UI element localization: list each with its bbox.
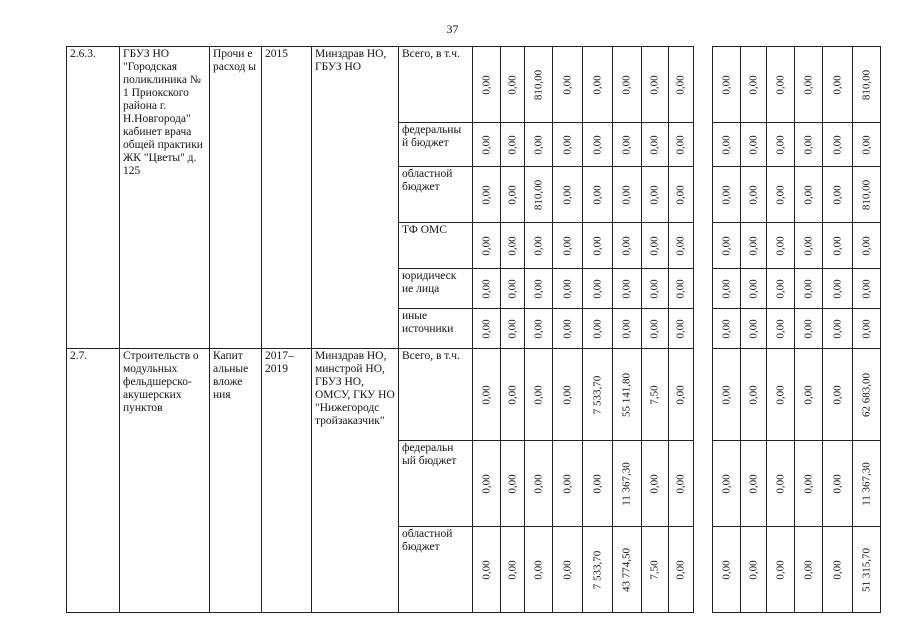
value-cell xyxy=(642,349,669,441)
value-text: 810,00 xyxy=(860,69,872,100)
value-text: 0,00 xyxy=(831,559,843,580)
value-cell xyxy=(795,269,823,309)
value-text: 0,00 xyxy=(747,318,759,339)
value-text: 0,00 xyxy=(674,473,687,494)
value-cell xyxy=(853,123,881,167)
value-cell xyxy=(713,269,741,309)
value-cell xyxy=(501,167,525,223)
value-cell xyxy=(553,441,583,527)
value-text: 0,00 xyxy=(532,278,544,299)
value-text: 62 683,00 xyxy=(860,372,872,417)
value-cell xyxy=(853,269,881,309)
value-text: 0,00 xyxy=(532,235,544,256)
column-gap xyxy=(694,123,713,167)
value-text: 0,00 xyxy=(561,235,573,256)
value-cell xyxy=(853,441,881,527)
value-cell xyxy=(501,123,525,167)
value-cell xyxy=(767,309,795,349)
value-text: 0,00 xyxy=(720,134,732,155)
funding-source: федеральн ый бюджет xyxy=(399,441,473,527)
value-text: 0,00 xyxy=(747,559,759,580)
value-text: 0,00 xyxy=(774,184,786,205)
value-cell xyxy=(525,123,553,167)
value-cell xyxy=(823,123,853,167)
value-text: 0,00 xyxy=(720,384,732,405)
value-text: 0,00 xyxy=(831,74,843,95)
value-text: 0,00 xyxy=(802,235,814,256)
value-text: 0,00 xyxy=(674,134,687,155)
value-cell xyxy=(553,269,583,309)
item-name: Строительств о модульных фельдшерско-акушерских пунктов xyxy=(120,349,210,613)
value-text: 0,00 xyxy=(620,278,633,299)
value-cell xyxy=(613,441,642,527)
value-text: 0,00 xyxy=(506,74,518,95)
value-text: 0,00 xyxy=(591,74,603,95)
value-text: 810,00 xyxy=(860,179,872,210)
value-text: 0,00 xyxy=(674,74,687,95)
value-text: 0,00 xyxy=(674,184,687,205)
value-text: 0,00 xyxy=(774,134,786,155)
value-cell xyxy=(501,441,525,527)
value-cell xyxy=(795,167,823,223)
value-text: 0,00 xyxy=(860,134,872,155)
value-cell xyxy=(501,309,525,349)
value-cell xyxy=(713,527,741,613)
value-cell xyxy=(767,167,795,223)
value-text: 0,00 xyxy=(802,473,814,494)
value-text: 0,00 xyxy=(831,278,843,299)
value-text: 7 533,70 xyxy=(591,550,603,589)
value-cell xyxy=(553,349,583,441)
value-cell xyxy=(767,223,795,269)
value-text: 0,00 xyxy=(506,384,518,405)
value-cell xyxy=(583,349,613,441)
value-text: 7,50 xyxy=(648,559,661,580)
funding-source: областной бюджет xyxy=(399,167,473,223)
value-text: 0,00 xyxy=(802,278,814,299)
expense-type: Прочи е расход ы xyxy=(210,47,262,349)
value-cell xyxy=(853,349,881,441)
value-cell xyxy=(767,269,795,309)
value-text: 0,00 xyxy=(561,134,573,155)
value-text: 0,00 xyxy=(720,278,732,299)
value-text: 0,00 xyxy=(747,473,759,494)
value-cell xyxy=(473,269,501,309)
value-cell xyxy=(613,527,642,613)
value-text: 0,00 xyxy=(774,384,786,405)
value-cell xyxy=(795,349,823,441)
value-text: 43 774,50 xyxy=(620,547,633,592)
value-text: 0,00 xyxy=(506,134,518,155)
value-text: 0,00 xyxy=(674,559,687,580)
value-cell xyxy=(501,527,525,613)
value-text: 0,00 xyxy=(648,235,661,256)
value-cell xyxy=(525,269,553,309)
value-cell xyxy=(823,349,853,441)
column-gap xyxy=(694,47,713,123)
value-text: 0,00 xyxy=(831,384,843,405)
value-cell xyxy=(853,309,881,349)
value-cell xyxy=(553,123,583,167)
value-cell xyxy=(767,441,795,527)
value-text: 55 141,80 xyxy=(620,372,633,417)
value-cell xyxy=(741,167,767,223)
column-gap xyxy=(694,223,713,269)
funding-source: ТФ ОМС xyxy=(399,223,473,269)
column-gap xyxy=(694,349,713,441)
value-cell xyxy=(642,123,669,167)
row-number: 2.7. xyxy=(67,349,120,613)
value-cell xyxy=(795,47,823,123)
value-text: 0,00 xyxy=(747,235,759,256)
value-cell xyxy=(669,269,694,309)
value-cell xyxy=(823,47,853,123)
value-cell xyxy=(473,223,501,269)
funding-source: Всего, в т.ч. xyxy=(399,349,473,441)
value-text: 0,00 xyxy=(860,318,872,339)
value-cell xyxy=(767,123,795,167)
value-text: 0,00 xyxy=(860,278,872,299)
funding-source: юридическ ие лица xyxy=(399,269,473,309)
value-cell xyxy=(767,527,795,613)
value-cell xyxy=(642,527,669,613)
value-text: 0,00 xyxy=(506,184,518,205)
value-cell xyxy=(501,223,525,269)
value-cell xyxy=(613,223,642,269)
value-text: 0,00 xyxy=(720,473,732,494)
value-cell xyxy=(642,223,669,269)
value-cell xyxy=(525,527,553,613)
value-cell xyxy=(741,269,767,309)
value-cell xyxy=(473,309,501,349)
value-text: 0,00 xyxy=(831,184,843,205)
value-cell xyxy=(713,223,741,269)
value-cell xyxy=(642,47,669,123)
period: 2017–2019 xyxy=(262,349,312,613)
table-row xyxy=(67,47,881,123)
value-text: 0,00 xyxy=(532,473,544,494)
value-cell xyxy=(583,47,613,123)
value-text: 0,00 xyxy=(831,235,843,256)
value-cell xyxy=(669,167,694,223)
value-text: 0,00 xyxy=(561,559,573,580)
value-text: 0,00 xyxy=(860,235,872,256)
value-text: 0,00 xyxy=(648,74,661,95)
value-text: 0,00 xyxy=(480,318,492,339)
value-cell xyxy=(795,223,823,269)
value-text: 0,00 xyxy=(674,235,687,256)
value-cell xyxy=(853,167,881,223)
value-cell xyxy=(525,441,553,527)
value-text: 0,00 xyxy=(831,318,843,339)
value-text: 0,00 xyxy=(561,318,573,339)
value-cell xyxy=(741,441,767,527)
value-text: 0,00 xyxy=(480,134,492,155)
value-cell xyxy=(795,309,823,349)
value-cell xyxy=(669,309,694,349)
table-row xyxy=(67,349,881,441)
value-cell xyxy=(501,269,525,309)
expense-type: Капит альные вложе ния xyxy=(210,349,262,613)
value-text: 0,00 xyxy=(591,473,603,494)
value-cell xyxy=(741,223,767,269)
value-text: 0,00 xyxy=(747,134,759,155)
value-cell xyxy=(713,349,741,441)
value-text: 11 367,30 xyxy=(620,461,633,506)
value-cell xyxy=(741,527,767,613)
value-cell xyxy=(642,269,669,309)
page-number: 37 xyxy=(446,22,459,36)
value-cell xyxy=(553,309,583,349)
value-cell xyxy=(713,441,741,527)
value-text: 0,00 xyxy=(506,559,518,580)
value-text: 810,00 xyxy=(532,69,544,100)
value-cell xyxy=(613,167,642,223)
funding-source: иные источники xyxy=(399,309,473,349)
item-name: ГБУЗ НО "Городская поликлиника № 1 Приокского района г. Н.Новгорода" кабинет врача общей практики ЖК "Цветы" д. 125 xyxy=(120,47,210,349)
value-cell xyxy=(613,349,642,441)
value-cell xyxy=(583,123,613,167)
value-text: 0,00 xyxy=(620,235,633,256)
value-text: 0,00 xyxy=(802,318,814,339)
value-text: 0,00 xyxy=(532,134,544,155)
value-cell xyxy=(853,223,881,269)
value-cell xyxy=(642,309,669,349)
value-cell xyxy=(823,309,853,349)
value-cell xyxy=(613,269,642,309)
value-text: 0,00 xyxy=(506,318,518,339)
value-text: 0,00 xyxy=(480,74,492,95)
funding-source: Всего, в т.ч. xyxy=(399,47,473,123)
value-cell xyxy=(713,309,741,349)
value-text: 0,00 xyxy=(591,184,603,205)
value-cell xyxy=(553,167,583,223)
value-text: 0,00 xyxy=(774,473,786,494)
value-text: 0,00 xyxy=(774,235,786,256)
value-text: 0,00 xyxy=(506,473,518,494)
value-cell xyxy=(823,441,853,527)
value-cell xyxy=(669,527,694,613)
value-cell xyxy=(795,527,823,613)
value-cell xyxy=(669,123,694,167)
value-cell xyxy=(713,167,741,223)
value-text: 7 533,70 xyxy=(591,375,603,414)
value-cell xyxy=(501,349,525,441)
value-text: 0,00 xyxy=(561,278,573,299)
value-text: 0,00 xyxy=(532,384,544,405)
value-cell xyxy=(613,309,642,349)
value-text: 0,00 xyxy=(480,473,492,494)
value-cell xyxy=(473,527,501,613)
value-cell xyxy=(853,527,881,613)
value-text: 0,00 xyxy=(648,473,661,494)
value-cell xyxy=(669,349,694,441)
value-text: 0,00 xyxy=(802,384,814,405)
column-gap xyxy=(694,309,713,349)
value-cell xyxy=(553,47,583,123)
value-cell xyxy=(525,223,553,269)
value-cell xyxy=(642,167,669,223)
value-cell xyxy=(741,47,767,123)
value-text: 0,00 xyxy=(480,559,492,580)
value-text: 0,00 xyxy=(591,318,603,339)
value-cell xyxy=(823,269,853,309)
value-text: 0,00 xyxy=(720,74,732,95)
value-cell xyxy=(525,47,553,123)
value-text: 0,00 xyxy=(831,473,843,494)
funding-source: федеральны й бюджет xyxy=(399,123,473,167)
value-text: 0,00 xyxy=(648,184,661,205)
value-text: 0,00 xyxy=(747,278,759,299)
value-cell xyxy=(583,441,613,527)
value-text: 0,00 xyxy=(747,74,759,95)
value-text: 0,00 xyxy=(620,318,633,339)
value-text: 0,00 xyxy=(561,74,573,95)
value-text: 0,00 xyxy=(831,134,843,155)
value-text: 0,00 xyxy=(674,278,687,299)
column-gap xyxy=(694,527,713,613)
value-text: 0,00 xyxy=(591,134,603,155)
value-cell xyxy=(823,223,853,269)
value-cell xyxy=(583,167,613,223)
value-text: 0,00 xyxy=(480,184,492,205)
value-text: 0,00 xyxy=(561,384,573,405)
value-cell xyxy=(473,47,501,123)
value-cell xyxy=(741,349,767,441)
value-text: 0,00 xyxy=(720,318,732,339)
value-text: 0,00 xyxy=(561,184,573,205)
value-text: 0,00 xyxy=(720,184,732,205)
value-text: 0,00 xyxy=(774,278,786,299)
value-text: 0,00 xyxy=(480,278,492,299)
value-cell xyxy=(613,123,642,167)
executor: Минздрав НО, ГБУЗ НО xyxy=(312,47,399,349)
value-cell xyxy=(553,223,583,269)
value-text: 0,00 xyxy=(506,235,518,256)
value-text: 11 367,30 xyxy=(860,461,872,506)
value-cell xyxy=(553,527,583,613)
value-cell xyxy=(713,123,741,167)
value-cell xyxy=(583,309,613,349)
value-text: 0,00 xyxy=(774,559,786,580)
value-text: 0,00 xyxy=(532,559,544,580)
value-text: 0,00 xyxy=(747,184,759,205)
value-text: 0,00 xyxy=(674,318,687,339)
value-text: 0,00 xyxy=(620,184,633,205)
period: 2015 xyxy=(262,47,312,349)
value-text: 0,00 xyxy=(802,559,814,580)
value-text: 0,00 xyxy=(480,235,492,256)
value-cell xyxy=(669,223,694,269)
value-cell xyxy=(473,123,501,167)
value-text: 0,00 xyxy=(591,278,603,299)
value-cell xyxy=(473,167,501,223)
row-number: 2.6.3. xyxy=(67,47,120,349)
value-cell xyxy=(767,349,795,441)
value-cell xyxy=(525,167,553,223)
value-cell xyxy=(713,47,741,123)
value-text: 0,00 xyxy=(591,235,603,256)
value-text: 0,00 xyxy=(674,384,687,405)
value-text: 0,00 xyxy=(747,384,759,405)
value-text: 0,00 xyxy=(648,134,661,155)
value-cell xyxy=(795,123,823,167)
value-cell xyxy=(669,47,694,123)
value-cell xyxy=(613,47,642,123)
value-cell xyxy=(525,349,553,441)
value-text: 0,00 xyxy=(506,278,518,299)
executor: Минздрав НО, минстрой НО, ГБУЗ НО, ОМСУ, ГКУ НО "Нижегородс тройзаказчик" xyxy=(312,349,399,613)
budget-table xyxy=(66,46,881,613)
value-cell xyxy=(823,527,853,613)
value-text: 0,00 xyxy=(480,384,492,405)
value-text: 0,00 xyxy=(620,74,633,95)
value-cell xyxy=(669,441,694,527)
value-cell xyxy=(501,47,525,123)
value-cell xyxy=(583,269,613,309)
value-text: 0,00 xyxy=(774,74,786,95)
value-cell xyxy=(795,441,823,527)
value-text: 0,00 xyxy=(802,74,814,95)
value-cell xyxy=(473,349,501,441)
value-text: 0,00 xyxy=(648,278,661,299)
value-text: 0,00 xyxy=(802,184,814,205)
value-cell xyxy=(583,223,613,269)
value-cell xyxy=(583,527,613,613)
column-gap xyxy=(694,269,713,309)
value-text: 7,50 xyxy=(648,384,661,405)
value-text: 0,00 xyxy=(774,318,786,339)
value-cell xyxy=(853,47,881,123)
value-text: 0,00 xyxy=(802,134,814,155)
value-text: 0,00 xyxy=(532,318,544,339)
value-cell xyxy=(741,123,767,167)
column-gap xyxy=(694,167,713,223)
value-cell xyxy=(767,47,795,123)
value-cell xyxy=(741,309,767,349)
funding-source: областной бюджет xyxy=(399,527,473,613)
value-text: 0,00 xyxy=(720,559,732,580)
value-cell xyxy=(525,309,553,349)
value-cell xyxy=(642,441,669,527)
value-text: 0,00 xyxy=(648,318,661,339)
value-cell xyxy=(473,441,501,527)
value-text: 51 315,70 xyxy=(860,547,872,592)
value-text: 0,00 xyxy=(561,473,573,494)
value-text: 0,00 xyxy=(620,134,633,155)
column-gap xyxy=(694,441,713,527)
value-text: 810,00 xyxy=(532,179,544,210)
value-cell xyxy=(823,167,853,223)
value-text: 0,00 xyxy=(720,235,732,256)
